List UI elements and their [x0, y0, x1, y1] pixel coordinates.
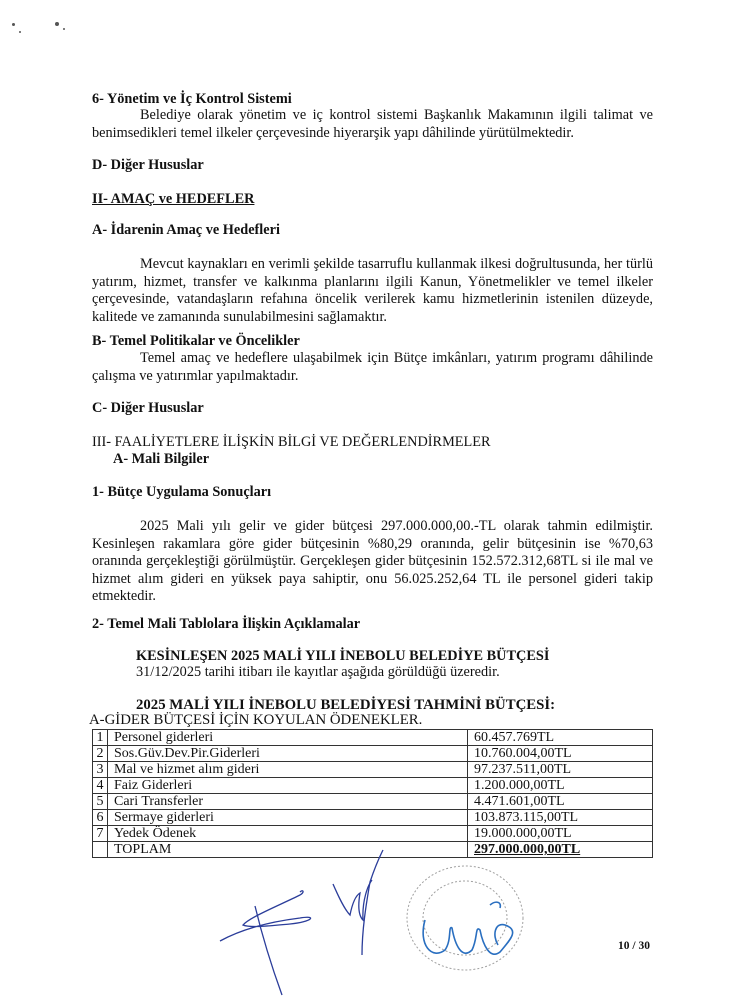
stamp-icon	[407, 866, 523, 970]
row-number: 1	[93, 730, 108, 746]
table-row	[93, 730, 653, 746]
scan-speck	[55, 22, 59, 26]
row-number: 3	[93, 762, 108, 778]
section-ii-a-body: Mevcut kaynakları en verimli şekilde tasarruflu kullanmak ilkesi doğrultusunda, her türlü yatırım, hizmet, transfer ve kalkınma planlarını ilgili Kanun, Yönetmelikler ve temel ilkeler çerçevesinde, vatandaşların refahına öncelik verilerek kamu hizmetlerinin istenilen düzeyde, kalitede ve zamanında sunulabilmesini sağlamaktır.	[92, 256, 653, 325]
section-6-heading: 6- Yönetim ve İç Kontrol Sistemi	[92, 91, 292, 107]
section-d-heading: D- Diğer Hususlar	[92, 157, 204, 173]
row-value: 60.457.769TL	[468, 730, 653, 746]
section-ii-c-heading: C- Diğer Hususlar	[92, 400, 204, 416]
section-6-body: Belediye olarak yönetim ve iç kontrol sistemi Başkanlık Makamının ilgili talimat ve benimsedikleri temel ilkeler çerçevesinde hiyerarşik yapı dâhilinde yürütülmektedir.	[92, 107, 653, 141]
kesinlesen-budget-subtitle: 31/12/2025 tarihi itibarı ile kayıtlar aşağıda görüldüğü üzeredir.	[136, 664, 500, 680]
table-row	[93, 794, 653, 810]
section-1-heading: 1- Bütçe Uygulama Sonuçları	[92, 484, 272, 500]
row-number: 4	[93, 778, 108, 794]
row-number	[93, 842, 108, 858]
scan-speck	[12, 23, 15, 26]
row-label: Cari Transferler	[108, 794, 468, 810]
row-label: Faiz Giderleri	[108, 778, 468, 794]
scan-speck	[63, 28, 65, 30]
row-number: 2	[93, 746, 108, 762]
row-label: Sermaye giderleri	[108, 810, 468, 826]
section-ii-b-body: Temel amaç ve hedeflere ulaşabilmek için Bütçe imkânları, yatırım programı dâhilinde çalışma ve yatırımlar yapılmaktadır.	[92, 350, 653, 384]
section-ii-b-heading: B- Temel Politikalar ve Öncelikler	[92, 333, 300, 349]
row-value: 19.000.000,00TL	[468, 826, 653, 842]
stamp-signature-icon	[423, 902, 513, 954]
tahmini-budget-title: 2025 MALİ YILI İNEBOLU BELEDİYESİ TAHMİNİ BÜTÇESİ:	[136, 697, 556, 713]
row-label: Personel giderleri	[108, 730, 468, 746]
row-label: Yedek Ödenek	[108, 826, 468, 842]
signature-1-icon	[220, 891, 311, 995]
signature-2-icon	[333, 850, 383, 955]
total-value: 297.000.000,00TL	[474, 842, 581, 857]
budget-table	[92, 729, 653, 858]
section-ii-heading: II- AMAÇ ve HEDEFLER	[92, 191, 255, 207]
row-value: 1.200.000,00TL	[468, 778, 653, 794]
scan-speck	[19, 31, 21, 33]
section-ii-a-heading: A- İdarenin Amaç ve Hedefleri	[92, 222, 280, 238]
row-number: 6	[93, 810, 108, 826]
table-caption: A-GİDER BÜTÇESİ İÇİN KOYULAN ÖDENEKLER.	[89, 712, 423, 728]
row-label: Sos.Güv.Dev.Pir.Giderleri	[108, 746, 468, 762]
row-number: 5	[93, 794, 108, 810]
table-row	[93, 778, 653, 794]
kesinlesen-budget-title: KESİNLEŞEN 2025 MALİ YILI İNEBOLU BELEDİYE BÜTÇESİ	[136, 648, 550, 664]
page-number: 10 / 30	[618, 940, 650, 952]
total-label: TOPLAM	[108, 842, 468, 858]
row-number: 7	[93, 826, 108, 842]
mali-bilgiler-heading: A- Mali Bilgiler	[113, 451, 210, 467]
row-label: Mal ve hizmet alım gideri	[108, 762, 468, 778]
table-row	[93, 810, 653, 826]
section-iii-heading: III- FAALİYETLERE İLİŞKİN BİLGİ VE DEĞERLENDİRMELER	[92, 434, 491, 450]
section-2-heading: 2- Temel Mali Tablolara İlişkin Açıklamalar	[92, 616, 361, 632]
section-1-body: 2025 Mali yılı gelir ve gider bütçesi 297.000.000,00.-TL olarak tahmin edilmiştir. Kesinleşen rakamlara göre gider bütçesinin %80,29 oranında, gelir bütçesinin ise %70,63 oranında gerçekleştiği görülmüştür. Gerçekleşen gider bütçesinin 152.572.312,68TL si ile mal ve hizmet alım gideri en yüksek paya sahiptir, onu 56.025.252,64 TL ile personel gideri takip etmektedir.	[92, 518, 653, 604]
table-total-row	[93, 842, 653, 858]
row-value: 103.873.115,00TL	[468, 810, 653, 826]
row-value: 97.237.511,00TL	[468, 762, 653, 778]
table-row	[93, 826, 653, 842]
table-row	[93, 762, 653, 778]
table-row	[93, 746, 653, 762]
row-value: 4.471.601,00TL	[468, 794, 653, 810]
row-value: 10.760.004,00TL	[468, 746, 653, 762]
